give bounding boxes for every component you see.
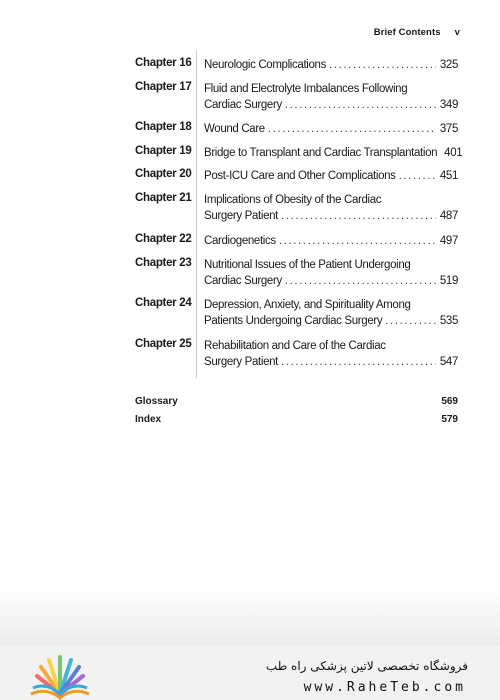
chapter-title-text: Patients Undergoing Cardiac Surgery	[204, 315, 383, 327]
back-matter-label: Glossary	[135, 396, 178, 407]
chapter-label: Chapter 23	[135, 257, 192, 269]
chapter-title-line	[204, 338, 458, 354]
dot-leader	[385, 313, 436, 329]
running-head-page-number: v	[454, 27, 460, 38]
chapter-title	[204, 233, 458, 249]
dot-leader	[281, 208, 436, 224]
page-number: 547	[439, 356, 458, 368]
chapter-label: Chapter 17	[135, 81, 192, 93]
page-number: 451	[439, 170, 458, 182]
chapter-label: Chapter 21	[135, 192, 192, 204]
page-number: 401	[444, 147, 463, 159]
chapter-title-text: Rehabilitation and Care of the Cardiac	[204, 340, 386, 352]
chapter-title-line	[204, 97, 458, 113]
dot-leader	[285, 97, 436, 113]
chapter-label: Chapter 24	[135, 297, 192, 309]
chapter-title-text: Fluid and Electrolyte Imbalances Following	[204, 83, 408, 95]
chapter-title-text: Post-ICU Care and Other Complications	[204, 170, 396, 182]
chapter-title-line	[204, 297, 458, 313]
chapter-title-text: Depression, Anxiety, and Spirituality Among	[204, 299, 411, 311]
back-matter-entry	[135, 396, 458, 407]
chapter-title-text: Cardiogenetics	[204, 235, 276, 247]
chapter-label: Chapter 19	[135, 145, 192, 157]
footer-fade	[0, 585, 500, 645]
page-number: 375	[439, 123, 458, 135]
chapter-title	[204, 145, 463, 161]
dot-leader	[285, 273, 436, 289]
dot-leader	[399, 168, 436, 184]
chapter-label: Chapter 16	[135, 57, 192, 69]
chapter-title-text: Cardiac Surgery	[204, 275, 282, 287]
chapter-title-line	[204, 233, 458, 249]
chapter-label: Chapter 22	[135, 233, 192, 245]
dot-leader	[281, 354, 436, 370]
page-number: 325	[439, 59, 458, 71]
shop-name: فروشگاه تخصصی لاتین پزشکی راه طب	[265, 659, 468, 673]
page-number: 487	[439, 210, 458, 222]
chapter-title	[204, 192, 458, 224]
chapter-title-text: Wound Care	[204, 123, 265, 135]
chapter-title	[204, 338, 458, 370]
page-number: 497	[439, 235, 458, 247]
dot-leader	[268, 121, 436, 137]
dot-leader	[279, 233, 436, 249]
chapter-title-line	[204, 57, 458, 73]
chapter-title-text: Cardiac Surgery	[204, 99, 282, 111]
chapter-label: Chapter 18	[135, 121, 192, 133]
page-number: 569	[441, 396, 458, 407]
page-number: 579	[441, 414, 458, 425]
chapter-title-line	[204, 121, 458, 137]
back-matter-label: Index	[135, 414, 162, 425]
dot-leader	[329, 57, 436, 73]
chapter-title-text: Surgery Patient	[204, 210, 279, 222]
chapter-title-text: Bridge to Transplant and Cardiac Transplantation	[204, 147, 438, 159]
chapter-title-text: Surgery Patient	[204, 356, 279, 368]
chapter-title-line	[204, 81, 458, 97]
chapter-title-line	[204, 192, 458, 208]
chapter-label: Chapter 20	[135, 168, 192, 180]
chapter-title-line	[204, 354, 458, 370]
chapter-title-line	[204, 168, 458, 184]
running-head	[374, 27, 460, 38]
chapter-title	[204, 257, 458, 289]
chapter-title	[204, 168, 458, 184]
chapter-title-line	[204, 208, 458, 224]
chapter-title-text: Nutritional Issues of the Patient Undergoing	[204, 259, 411, 271]
chapter-title	[204, 121, 458, 137]
shop-url[interactable]: www.RaheTeb.com	[303, 680, 466, 695]
chapter-title-line	[204, 257, 458, 273]
chapter-title-line	[204, 273, 458, 289]
page-number: 535	[439, 315, 458, 327]
page-number: 349	[439, 99, 458, 111]
chapter-title-line	[204, 313, 458, 329]
chapter-label: Chapter 25	[135, 338, 192, 350]
column-divider	[196, 50, 197, 378]
page-number: 519	[439, 275, 458, 287]
chapter-title-text: Neurologic Complications	[204, 59, 326, 71]
chapter-title	[204, 297, 458, 329]
open-book-rainbow-icon	[27, 654, 93, 700]
running-head-title: Brief Contents	[373, 27, 441, 38]
chapter-title-text: Implications of Obesity of the Cardiac	[204, 194, 382, 206]
chapter-title	[204, 57, 458, 73]
back-matter-entry	[135, 414, 458, 425]
chapter-title-line	[204, 145, 463, 161]
chapter-title	[204, 81, 458, 113]
